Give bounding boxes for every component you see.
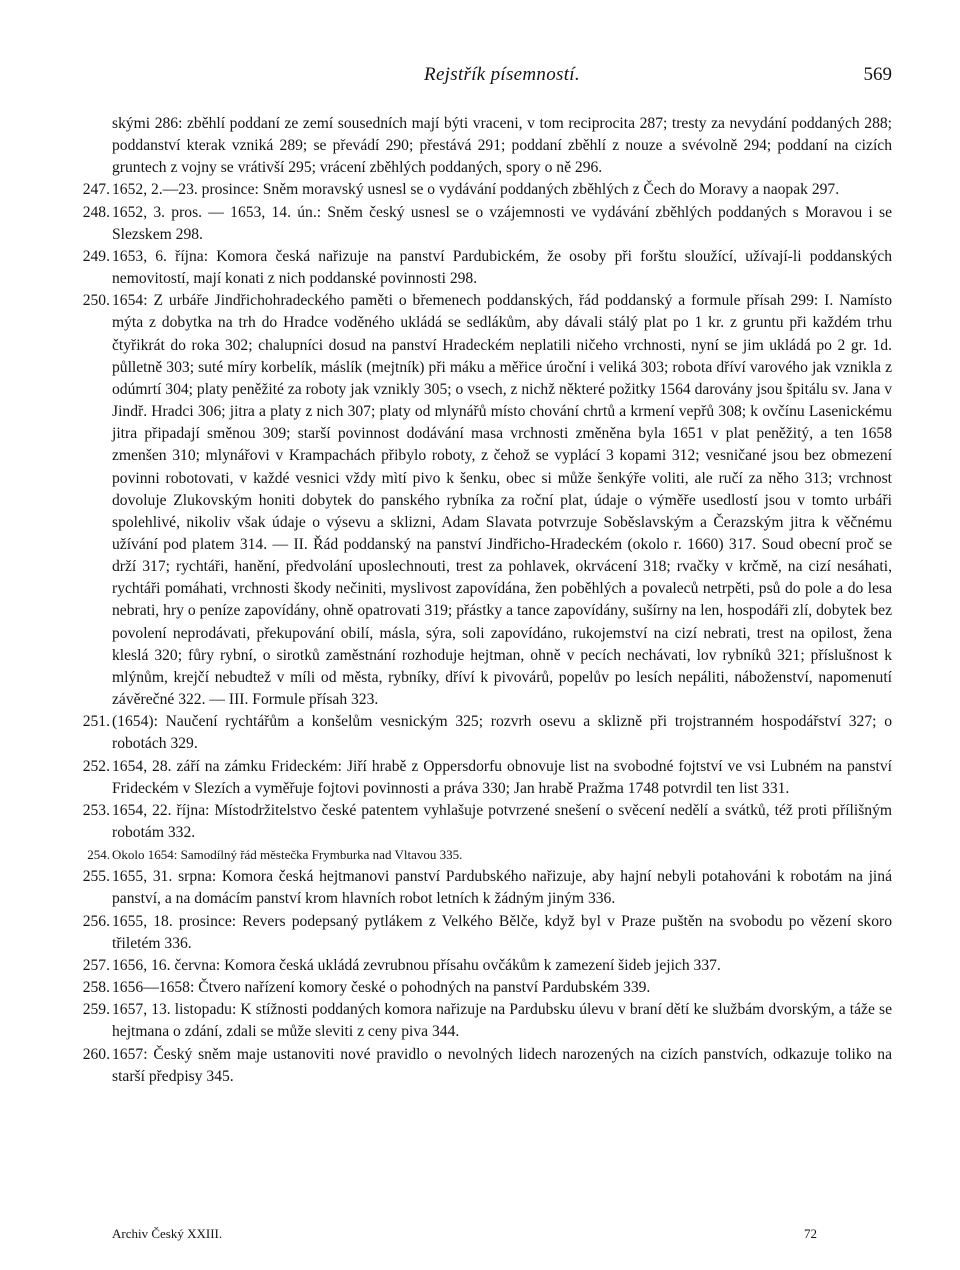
register-entry-254 [87, 844, 892, 866]
register-entry-256 [82, 911, 892, 955]
entry-text: 1655, 18. prosince: Revers podepsaný pytlákem z Velkého Bělče, když byl v Praze puštěn na svobodu po vězení skoro třiletém 336. [112, 912, 892, 952]
register-entry-259 [82, 999, 892, 1043]
page-number: 569 [863, 64, 892, 85]
entry-number: 249. [82, 247, 110, 265]
register-entry-247 [82, 179, 892, 201]
register-entry-249 [82, 246, 892, 290]
entry-text: 1657, 13. listopadu: K stížnosti poddaných komora nařizuje na Pardubsku úlevu v braní dětí ke službám dvorským, a táže se hejtmana o zdání, zdali se může sleviti z ceny piva 344. [112, 1001, 892, 1041]
entry-text: 1654, 28. září na zámku Frideckém: Jiří hrabě z Oppersdorfu obnovuje list na svobodné fojtství ve vsi Lubném na panství Frideckém v Slezích a vyměřuje fojtovi povinnosti a práva 330; Jan hrabě Pražma 1748 potvrdil ten list 331. [112, 757, 892, 797]
register-entry-253 [82, 800, 892, 844]
entry-text: 1656, 16. června: Komora česká ukládá zevrubnou přísahu ovčákům k zamezení šideb jejich 337. [112, 956, 721, 974]
entry-number: 255. [82, 868, 110, 886]
entry-text: 1656—1658: Čtvero nařízení komory české o pohodných na panství Pardubském 339. [112, 979, 651, 997]
entry-number: 251. [82, 713, 110, 731]
running-title: Rejstřík písemností. [424, 64, 580, 85]
entry-number: 259. [82, 1001, 110, 1019]
entry-text: 1653, 6. října: Komora česká nařizuje na panství Pardubickém, že osoby při forštu sloužící, užívají-li poddanských nemovitostí, mají konati z nich poddanské povinnosti 298. [112, 247, 892, 288]
entry-text: 1652, 3. pros. — 1653, 14. ún.: Sněm český usnesl se o vzájemnosti ve vydávání zběhlých poddaných s Moravou i se Slezskem 298. [112, 203, 892, 243]
continuation-paragraph: skými 286: zběhlí poddaní ze zemí sousedních mají býti vraceni, v tom reciprocita 287; tresty za nevydání poddaných 288; poddanství kterak vzniká 289; se převádí 290; přestává 291; poddaní zběhlí z nouze a svévolně 294; poddaní na cizích gruntech z vojny se vrátivší 295; vrácení zběhlých poddaných, spory o ně 296. [112, 115, 892, 177]
entry-number: 254. [87, 847, 110, 863]
register-body [82, 113, 892, 1088]
entry-number: 252. [82, 757, 110, 775]
register-entry-260 [82, 1044, 892, 1088]
entry-text: 1654, 22. října: Místodržitelstvo české patentem vyhlašuje potvrzené snešení o svěcení nedělí a svátků, též proti přílišným robotám 332. [112, 801, 892, 841]
entry-number: 256. [82, 912, 110, 930]
register-entry-258 [82, 977, 892, 999]
register-entry-248 [82, 202, 892, 246]
entry-number: 258. [82, 979, 110, 997]
printer-signature: Archiv Český XXIII. [112, 1226, 223, 1241]
entry-text: 1655, 31. srpna: Komora česká hejtmanovi panství Pardubského nařizuje, aby hajní nebyli potahováni k robotám na jiná panství, a na domácím panství krom hlavních robot letních k žádným jiným 336. [112, 868, 892, 908]
page-header [112, 64, 892, 88]
register-entry-255 [82, 866, 892, 910]
entry-number: 257. [82, 956, 110, 974]
entry-number: 248. [82, 203, 110, 221]
entry-text: 1654: Z urbáře Jindřichohradeckého paměti o břemenech poddanských, řád poddanský a formule přísah 299: I. Namísto mýta z dobytka na trh do Hradce voděného ukládá se sedlákům, aby dávali stálý plat po 1 kr. z gruntu při každém trhu čtyřikrát do roka 302; chalupníci dosud na panství Hradeckém neplatili ničeho vrchnosti, nyní se jim ukládá po 2 gr. 1d. půlletně 303; suté míry korbelík, máslík (mejtník) při máku a měřice úroční i veliká 303; robota dříví varového jak vznikla z odúmrtí 304; platy peněžité za roboty jak vznikly 305; o vsech, z nichž některé požitky 1564 darovány jsou špitálu sv. Jana v Jindř. Hradci 306; jitra a platy z nich 307; platy od mlynářů místo chování chrtů a krmení vepřů 308; k ovčínu Lasenickému jitra připadají směnou 309; starší povinnost dodávání masa vrchnosti změněna byla 1651 v plat peněžitý, a ten 1658 zmenšen 310; mlynářovi v Krampachách přibylo roboty, z čehož se vyplácí 3 kopami 312; vesničané jsou bez obmezení povinni robotovati, v každé vesnici vždy mìtí pivo k šenku, obec si může šenkýře voliti, ale ručí za něho 313; vrchnost dovoluje Zlukovským honiti dobytek do panského rybníka za roční plat, údaje o výměře usedlostí jsou v tomto urbáři spolehlivé, nikoliv však údaje o výsevu a sklizni, Adam Slavata potvrzuje Soběslavským a Čerazským jitra k věčnému užívání pod platem 314. — II. Řád poddanský na panství Jindřicho-Hradeckém (okolo r. 1660) 317. Soud obecní proč se drží 317; rychtáři, hanění, předvolání uposlechnouti, trest za pohlavek, okrvácení 318; rvačky v krčmě, na cizí nesáhati, rychtáři pomáhati, vrchnosti škody nečiniti, myslivost zapovídána, žen poběhlých a povaleců netrpěti, psů do pole a do lesa nebrati, hry o peníze zapovídány, ohně opatrovati 319; přástky a tance zapovídány, sušírny na len, hospodáři zlí, dobytek bez povolení neprodávati, překupování obilí, másla, sýra, soli zapovídáno, rukojemství na cizí nebrati, trest na opilost, žena kleslá 320; fůry rybní, o sirotků zaměstnání rozhoduje hejtman, ohně v pecích nechávati, lov rybníků 321; příslušnost k mlýnům, krejčí nebudtež v míli od města, rybníky, dříví k pivovárů, popelův po lesích nepáliti, náboženství, napomenutí závěrečné 322. — III. Formule přísah 323. [112, 292, 892, 709]
entry-number: 253. [82, 801, 110, 819]
entry-text: 1652, 2.—23. prosince: Sněm moravský usnesl se o vydávání poddaných zběhlých z Čech do Moravy a naopak 297. [112, 181, 840, 199]
register-entry-257 [82, 955, 892, 977]
register-entry-251 [82, 711, 892, 755]
entry-number: 250. [82, 292, 110, 310]
entry-number: 260. [82, 1045, 110, 1063]
entry-text: (1654): Naučení rychtářům a konšelům vesnickým 325; rozvrh osevu a sklizně při trojstranném hospodářství 327; o robotách 329. [112, 713, 892, 753]
entry-text: Okolo 1654: Samodílný řád městečka Frymburka nad Vltavou 335. [112, 847, 463, 863]
entry-text: 1657: Český sněm maje ustanoviti nové pravidlo o nevolných lidech narozených na cizích panstvích, odkazuje toliko na starší předpisy 345. [112, 1045, 892, 1085]
sheet-number: 72 [804, 1226, 817, 1241]
register-entry-250 [82, 290, 892, 711]
register-entry-252 [82, 756, 892, 800]
entry-number: 247. [82, 181, 110, 199]
